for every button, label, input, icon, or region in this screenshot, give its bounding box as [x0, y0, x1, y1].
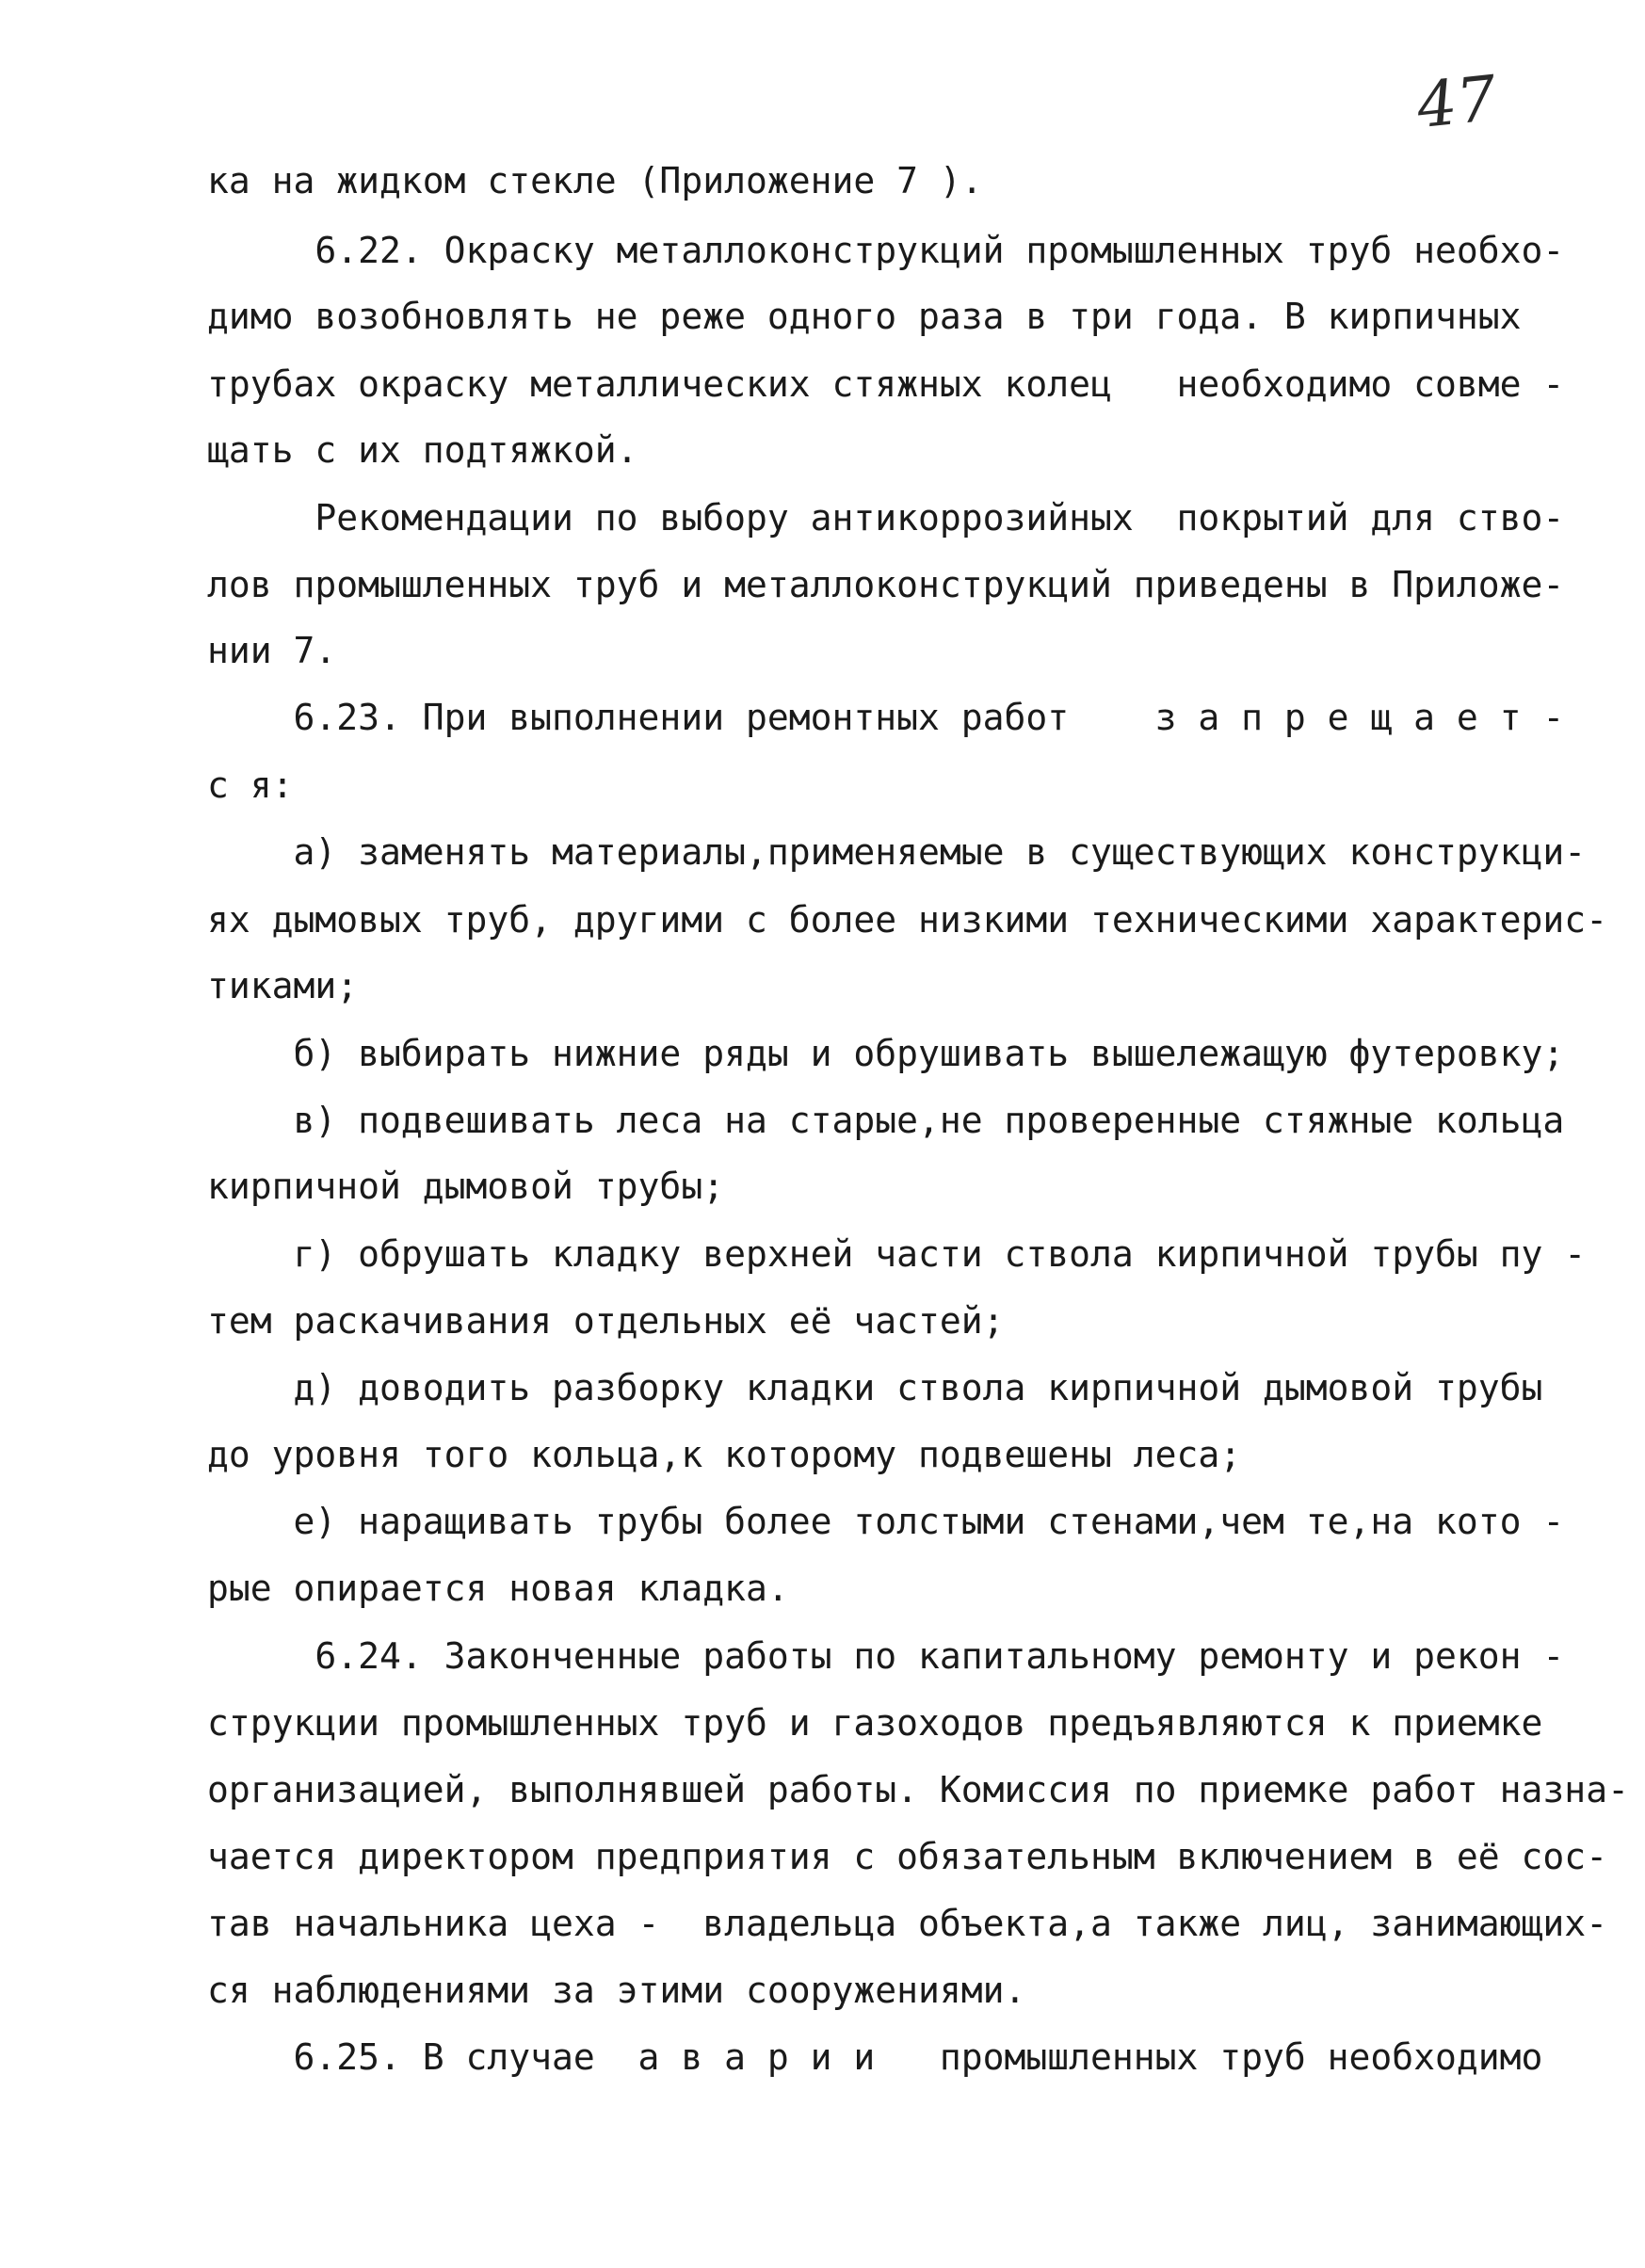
text-line: струкции промышленных труб и газоходов предъявляются к приемке [207, 1702, 1543, 1744]
text-line: 6.24. Законченные работы по капитальному ремонту и рекон - [207, 1635, 1565, 1677]
text-line: б) выбирать нижние ряды и обрушивать вышележащую футеровку; [207, 1033, 1565, 1074]
text-line: димо возобновлять не реже одного раза в три года. В кирпичных [207, 296, 1522, 337]
text-line: ях дымовых труб, другими с более низкими техническими характерис- [207, 899, 1608, 941]
text-line: лов промышленных труб и металлоконструкций приведены в Приложе- [207, 564, 1565, 605]
text-line: г) обрушать кладку верхней части ствола кирпичной трубы пу - [207, 1233, 1587, 1275]
text-line: 6.22. Окраску металлоконструкций промышленных труб необхо- [207, 230, 1565, 271]
text-line: ся наблюдениями за этими сооружениями. [207, 1970, 1026, 2011]
text-line: чается директором предприятия с обязательным включением в её сос- [207, 1836, 1608, 1877]
text-line: с я: [207, 764, 294, 806]
text-line: кирпичной дымовой трубы; [207, 1166, 725, 1207]
text-line: нии 7. [207, 630, 337, 671]
text-line: 6.23. При выполнении ремонтных работ з а п р е щ а е т - [207, 697, 1565, 738]
text-line: тиками; [207, 965, 359, 1006]
text-line: Рекомендации по выбору антикоррозийных покрытий для ство- [207, 497, 1565, 539]
page-number: 47 [1413, 61, 1500, 143]
text-line: д) доводить разборку кладки ствола кирпичной дымовой трубы [207, 1367, 1543, 1408]
text-line: е) наращивать трубы более толстыми стенами,чем те,на кото - [207, 1501, 1565, 1542]
text-line: тем раскачивания отдельных её частей; [207, 1300, 1005, 1342]
text-line: в) подвешивать леса на старые,не проверенные стяжные кольца [207, 1100, 1565, 1141]
text-line: рые опирается новая кладка. [207, 1568, 789, 1609]
text-line: тав начальника цеха - владельца объекта,а также лиц, занимающих- [207, 1903, 1608, 1944]
text-line: 6.25. В случае а в а р и и промышленных труб необходимо [207, 2036, 1543, 2078]
text-line: щать с их подтяжкой. [207, 429, 638, 471]
text-line: до уровня того кольца,к которому подвешены леса; [207, 1434, 1242, 1475]
text-line: ка на жидком стекле (Приложение 7 ). [207, 160, 983, 201]
text-line: а) заменять материалы,применяемые в существующих конструкци- [207, 831, 1587, 873]
text-line: трубах окраску металлических стяжных колец необходимо совме - [207, 363, 1565, 405]
text-line: организацией, выполнявшей работы. Комиссия по приемке работ назна- [207, 1769, 1629, 1810]
